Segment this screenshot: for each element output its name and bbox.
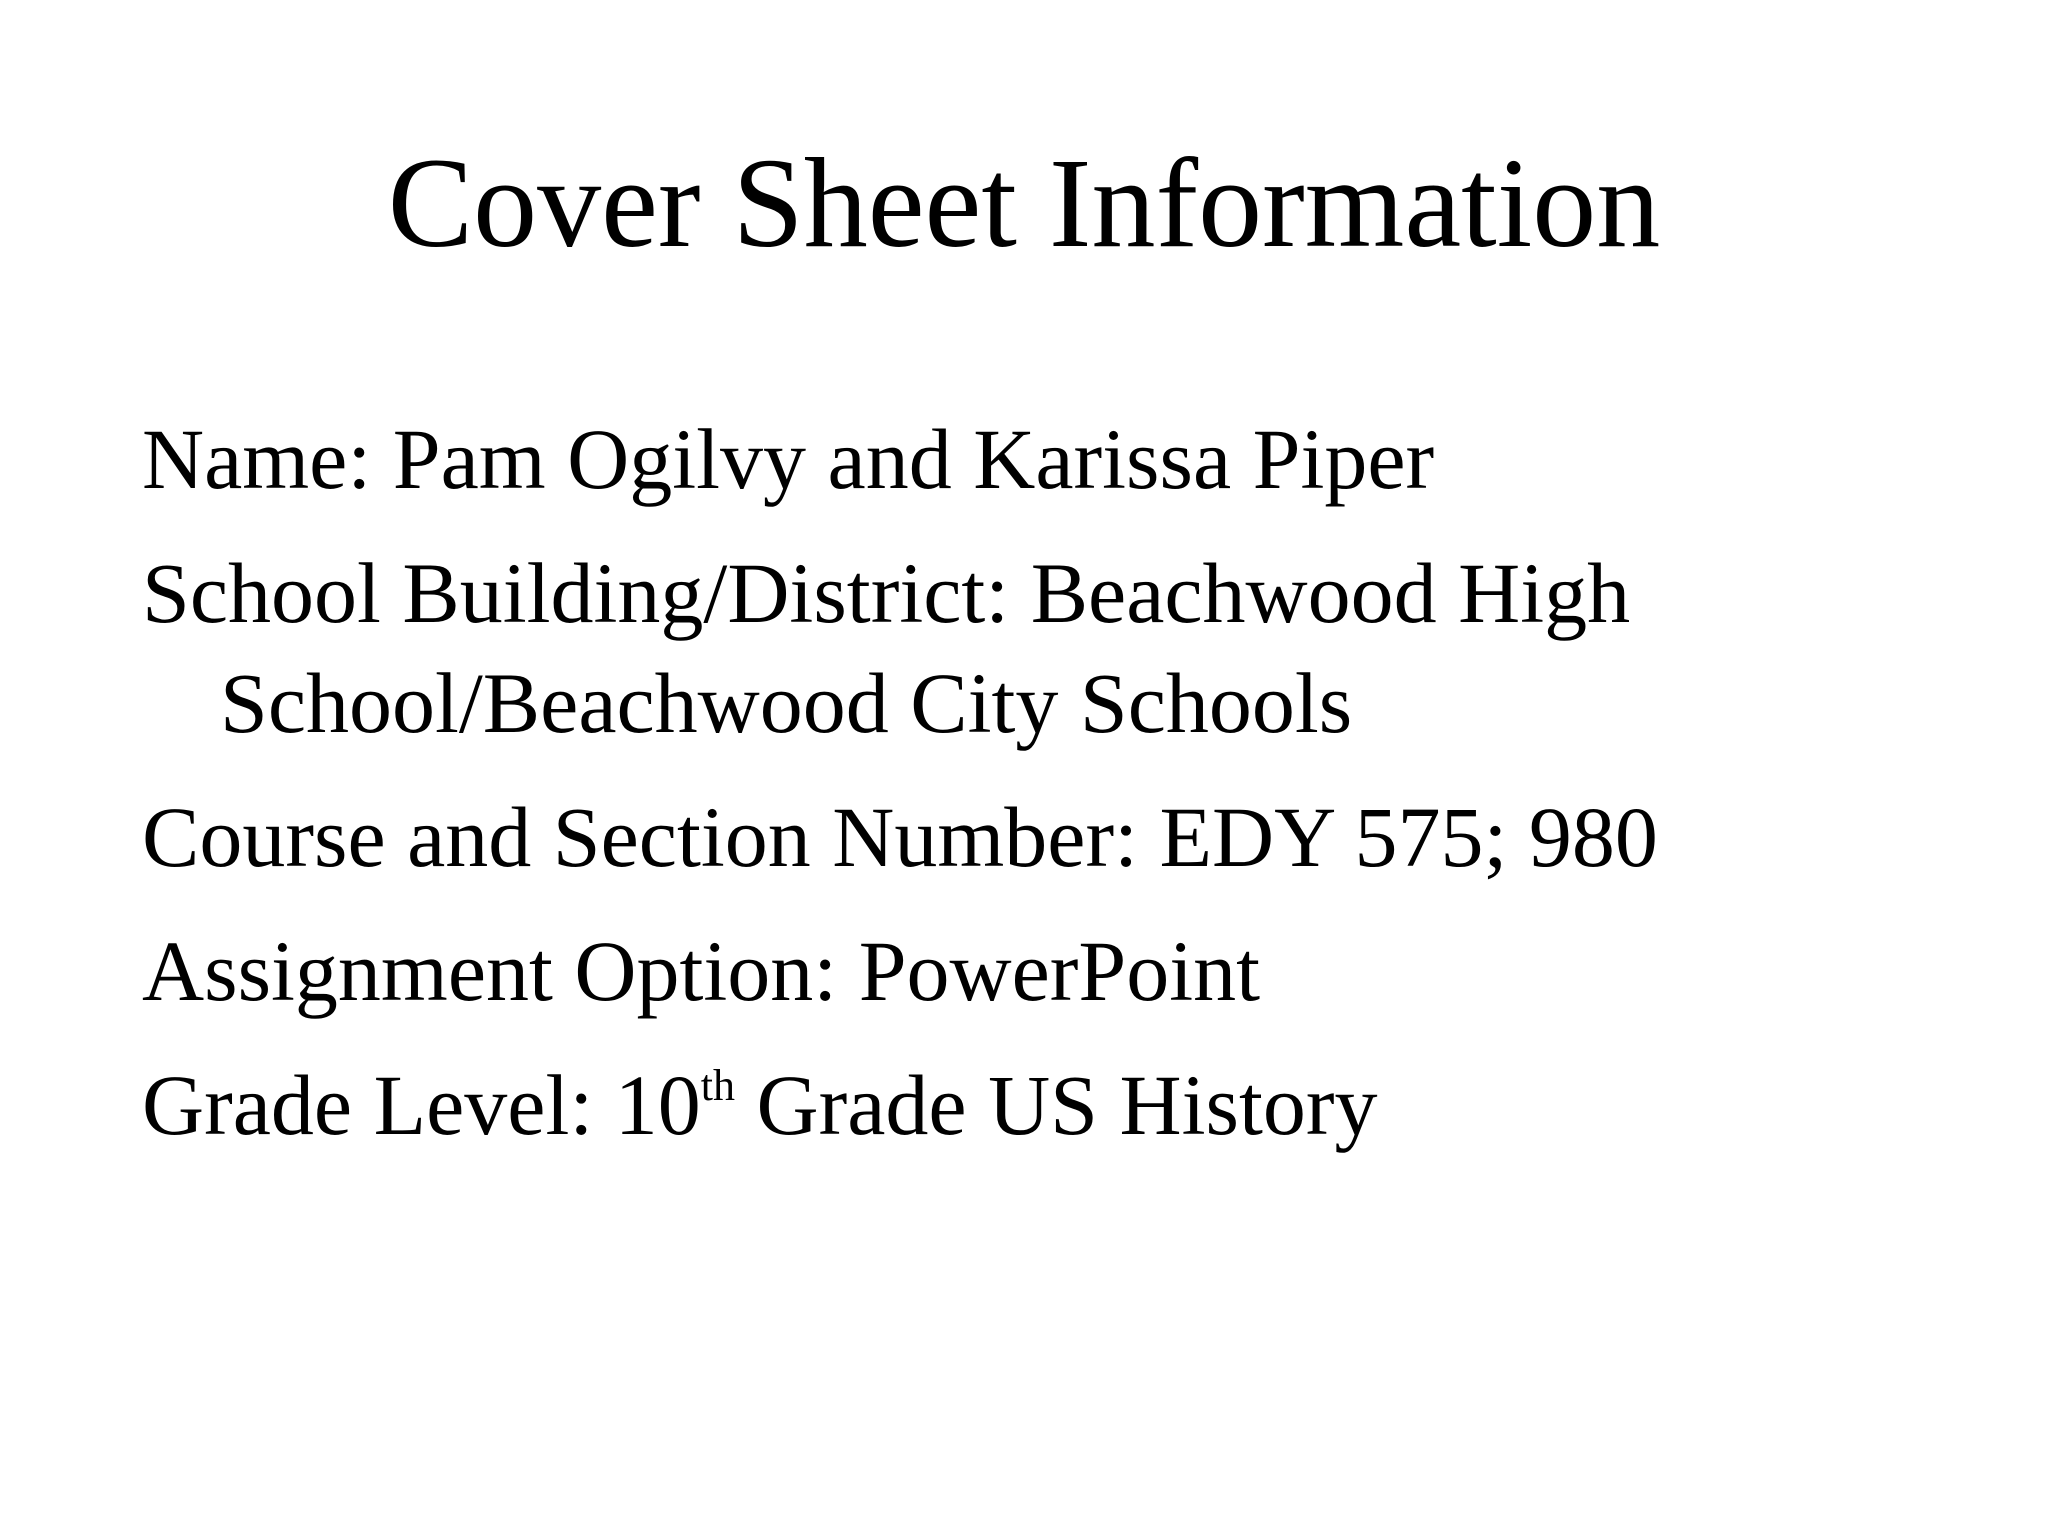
name-label: Name: — [142, 411, 372, 507]
course-line — [142, 782, 1962, 892]
school-value-line2: School/Beachwood City Schools — [220, 655, 1353, 751]
slide-body — [142, 404, 1962, 1184]
grade-line — [142, 1050, 1962, 1160]
grade-value-subject: Grade US History — [756, 1057, 1378, 1153]
name-value: Pam Ogilvy and Karissa Piper — [392, 411, 1435, 507]
grade-value-ordinal: th — [700, 1061, 735, 1110]
school-label: School Building/District: — [142, 545, 1010, 641]
course-value: EDY 575; 980 — [1159, 789, 1658, 885]
grade-value-number: 10 — [614, 1057, 701, 1153]
assignment-value: PowerPoint — [858, 923, 1261, 1019]
school-line — [142, 538, 1962, 758]
school-value-line1: Beachwood High — [1030, 545, 1631, 641]
grade-label: Grade Level: — [142, 1057, 594, 1153]
name-line — [142, 404, 1962, 514]
assignment-label: Assignment Option: — [142, 923, 838, 1019]
course-label: Course and Section Number: — [142, 789, 1138, 885]
assignment-line — [142, 916, 1962, 1026]
slide-title: Cover Sheet Information — [387, 132, 1661, 274]
